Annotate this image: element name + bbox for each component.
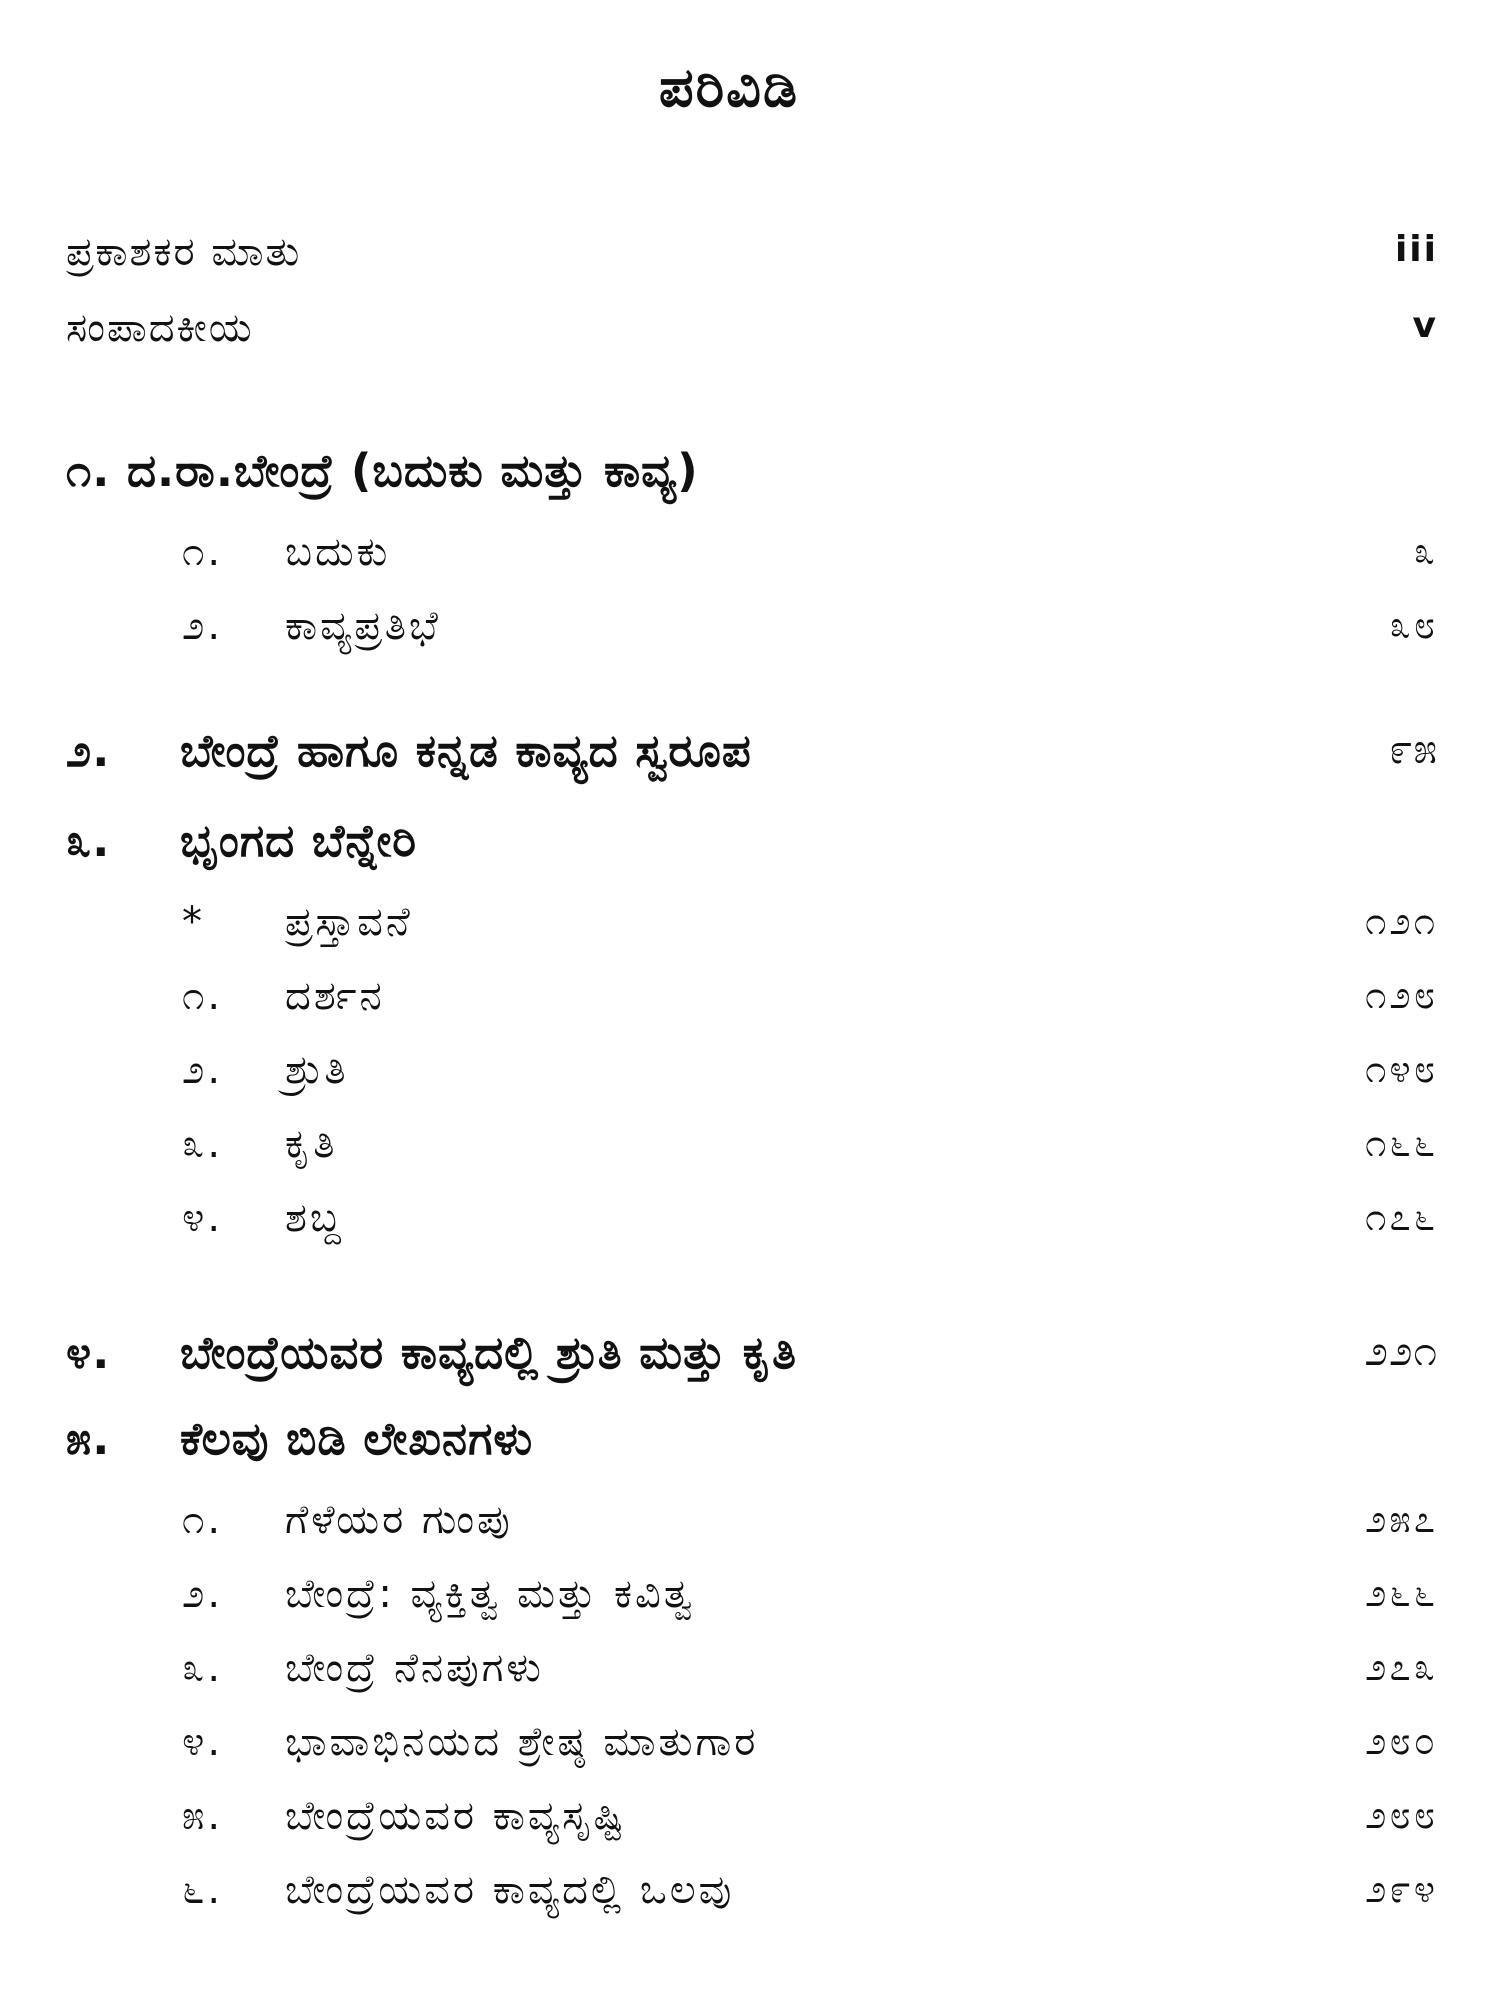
subentry-number: ೪. (182, 1719, 224, 1765)
subentry-label: ದರ್ಶನ (285, 973, 385, 1019)
subentry-number: * (182, 899, 205, 945)
chapter-number: ೨. (66, 724, 111, 777)
subentry-page: ೨೮೦ (1365, 1719, 1438, 1763)
chapter-page: ೯೫ (1388, 724, 1438, 773)
subentry-label: ಬೇಂದ್ರೆ: ವ್ಯಕ್ತಿತ್ವ ಮತ್ತು ಕವಿತ್ವ (285, 1571, 696, 1617)
subentry-page: ೩೮ (1389, 603, 1438, 647)
subentry-page: ೧೨೮ (1365, 973, 1438, 1017)
subentry-label: ಶ್ರುತಿ (285, 1047, 349, 1093)
chapter-label: ಭೃಂಗದ ಬೆನ್ನೇರಿ (180, 814, 418, 867)
subentry-number: ೨. (182, 1047, 224, 1093)
subentry-label: ಪ್ರಸ್ತಾವನೆ (285, 899, 413, 945)
subentry-label: ಶಬ್ದ (285, 1195, 344, 1241)
subentry-page: ೧೪೮ (1365, 1047, 1438, 1091)
chapter-label: ಬೇಂದ್ರೆ ಹಾಗೂ ಕನ್ನಡ ಕಾವ್ಯದ ಸ್ವರೂಪ (180, 724, 752, 777)
subentry-number: ೧. (182, 1497, 224, 1543)
subentry-label: ಬೇಂದ್ರೆಯವರ ಕಾವ್ಯದಲ್ಲಿ ಒಲವು (285, 1867, 735, 1913)
subentry-page: ೨೮೮ (1365, 1793, 1438, 1837)
subentry-label: ಕೃತಿ (285, 1121, 338, 1167)
subentry-label: ಬೇಂದ್ರೆಯವರ ಕಾವ್ಯಸೃಷ್ಟಿ (285, 1793, 627, 1839)
subentry-page: ೨೯೪ (1365, 1867, 1438, 1911)
subentry-number: ೬. (182, 1867, 224, 1913)
subentry-number: ೨. (182, 1571, 224, 1617)
subentry-number: ೪. (182, 1195, 224, 1241)
chapter-page: ೨೨೧ (1364, 1326, 1438, 1375)
toc-entry-page: iii (1394, 229, 1438, 270)
chapter-number: ೩. (66, 814, 111, 867)
subentry-number: ೫. (182, 1793, 224, 1839)
subentry-page: ೨೫೭ (1365, 1497, 1438, 1541)
subentry-label: ಬದುಕು (285, 529, 391, 575)
subentry-label: ಬೇಂದ್ರೆ ನೆನಪುಗಳು (285, 1645, 544, 1691)
chapter-label: ಕೆಲವು ಬಿಡಿ ಲೇಖನಗಳು (180, 1412, 534, 1465)
subentry-page: ೧೭೬ (1365, 1195, 1438, 1239)
toc-entry-page: v (1412, 305, 1438, 346)
subentry-number: ೧. (182, 529, 224, 575)
subentry-page: ೧೨೧ (1365, 899, 1438, 943)
chapter-label: ಬೇಂದ್ರೆಯವರ ಕಾವ್ಯದಲ್ಲಿ ಶ್ರುತಿ ಮತ್ತು ಕೃತಿ (180, 1326, 797, 1379)
subentry-page: ೨೭೩ (1365, 1645, 1438, 1689)
subentry-label: ಕಾವ್ಯಪ್ರತಿಭೆ (285, 603, 441, 649)
subentry-label: ಗೆಳೆಯರ ಗುಂಪು (285, 1497, 513, 1543)
subentry-number: ೩. (182, 1121, 224, 1167)
chapter-number: ೫. (66, 1412, 111, 1465)
chapter-number: ೪. (66, 1326, 111, 1379)
subentry-label: ಭಾವಾಭಿನಯದ ಶ್ರೇಷ್ಠ ಮಾತುಗಾರ (285, 1719, 759, 1765)
subentry-number: ೩. (182, 1645, 224, 1691)
chapter-heading: ೧. ದ.ರಾ.ಬೇಂದ್ರೆ (ಬದುಕು ಮತ್ತು ಕಾವ್ಯ) (66, 444, 699, 497)
subentry-number: ೧. (182, 973, 224, 1019)
subentry-page: ೨೬೬ (1365, 1571, 1438, 1615)
toc-entry-label: ಪ್ರಕಾಶಕರ ಮಾತು (66, 229, 302, 275)
subentry-page: ೩ (1413, 529, 1438, 573)
page-title: ಪರಿವಿಡಿ (659, 56, 799, 119)
subentry-page: ೧೬೬ (1365, 1121, 1438, 1165)
subentry-number: ೨. (182, 603, 224, 649)
toc-entry-label: ಸಂಪಾದಕೀಯ (66, 305, 254, 351)
